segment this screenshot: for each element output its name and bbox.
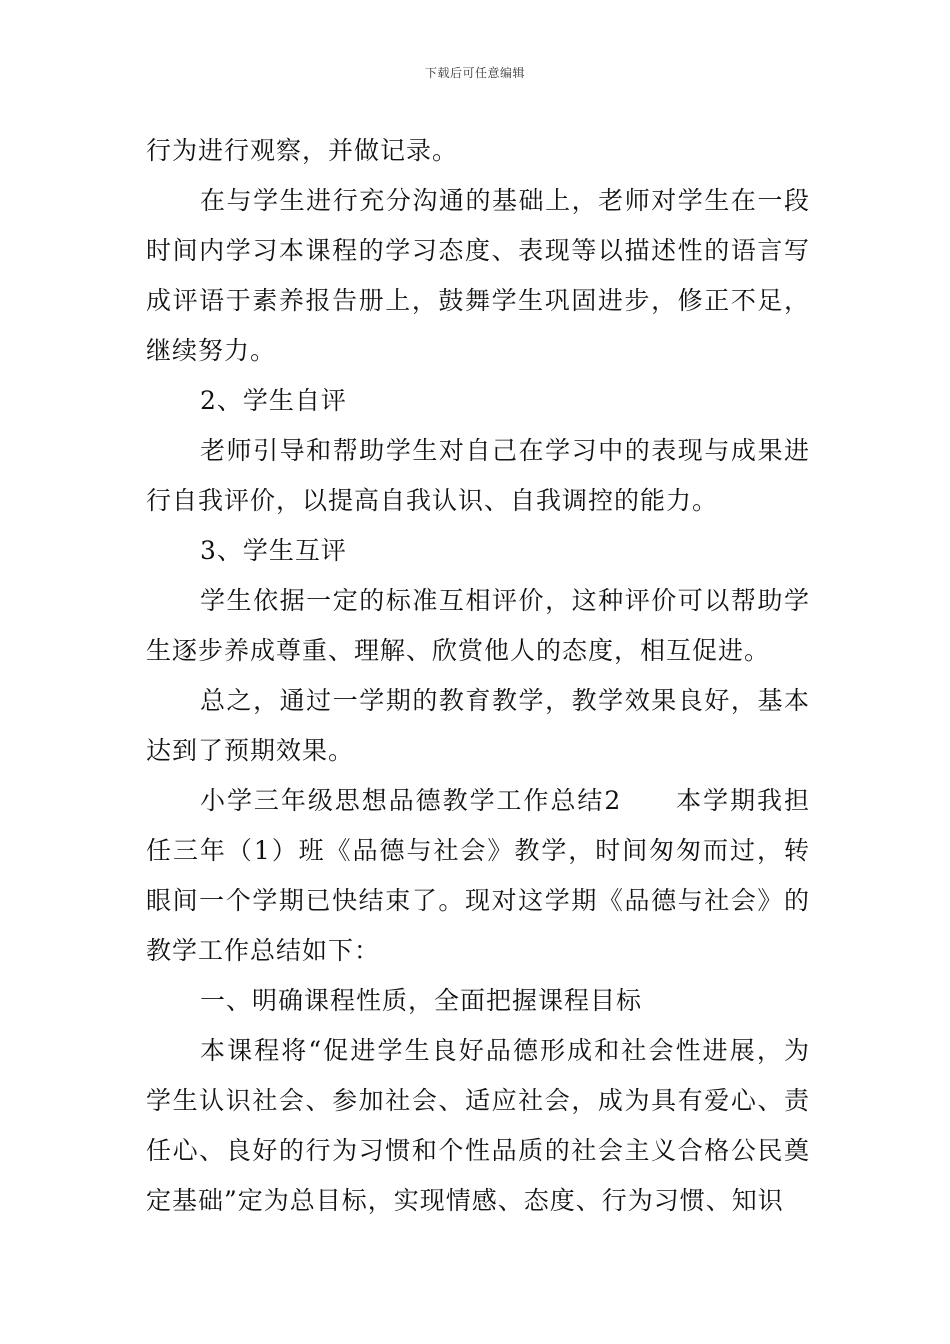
section-heading: 一、明确课程性质，全面把握课程目标 <box>200 986 643 1015</box>
paragraph: 本课程将“促进学生良好品德形成和社会性进展，为学生认识社会、参加社会、适应社会，成为具有爱心、责任心、良好的行为习惯和个性品质的社会主义合格公民奠定基础”定为总目标，实现情感、态度、行为习惯、知识 <box>146 1036 810 1215</box>
paragraph: 学生依据一定的标准互相评价，这种评价可以帮助学生逐步养成尊重、理解、欣赏他人的态度，相互促进。 <box>146 586 810 665</box>
document-body <box>146 126 810 1226</box>
section-heading: 3、学生互评 <box>200 536 347 565</box>
paragraph: 在与学生进行充分沟通的基础上，老师对学生在一段时间内学习本课程的学习态度、表现等以描述性的语言写成评语于素养报告册上，鼓舞学生巩固进步，修正不足，继续努力。 <box>146 186 810 365</box>
page-header: 下载后可任意编辑 <box>424 66 525 80</box>
paragraph: 行为进行观察，并做记录。 <box>146 136 459 165</box>
paragraph: 老师引导和帮助学生对自己在学习中的表现与成果进行自我评价，以提高自我认识、自我调控的能力。 <box>146 436 810 515</box>
section-heading: 2、学生自评 <box>200 386 347 415</box>
paragraph: 小学三年级思想品德教学工作总结2 本学期我担任三年（1）班《品德与社会》教学，时间匆匆而过，转眼间一个学期已快结束了。现对这学期《品德与社会》的教学工作总结如下： <box>146 786 810 965</box>
paragraph: 总之，通过一学期的教育教学，教学效果良好，基本达到了预期效果。 <box>146 686 810 765</box>
